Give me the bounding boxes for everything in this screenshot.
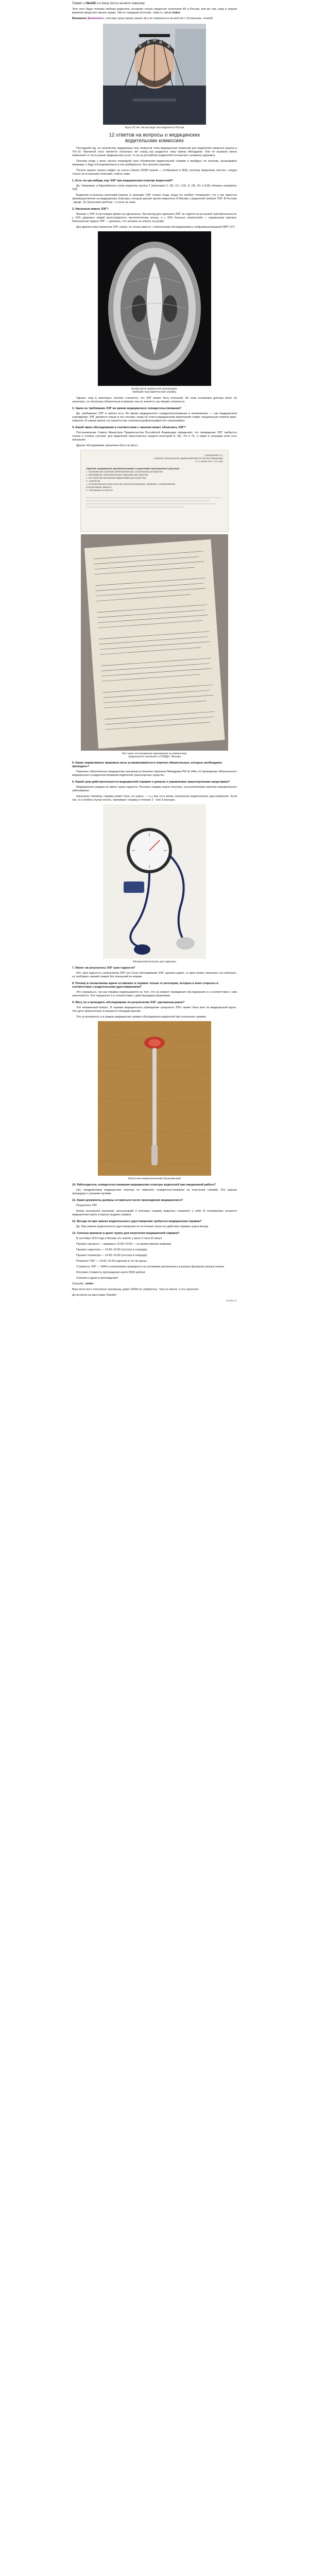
question-13-text-2: Стоимость ЭЭГ — 3940 в поликлинике проводятся на основании расписания и в разных филиалах разных клиник. (76, 1265, 225, 1268)
question-4-text-1: Постановление Совета Министров Правительства Российской Федерации определяет, что проведение ЭЭГ требуется только в особых случаях: для водителей транспортных средств категорий D, DE, Tm и Tb, а также в ситуации если есть показания. (72, 431, 237, 442)
tonometer-caption: Аппаратный контроль для здоровья (133, 960, 176, 963)
eeg-scan-image (98, 231, 211, 386)
ending-line-1: Ваш мото-пост получился огромным, даже 10000 не набралось. Тем не менее, я его закончил. (72, 1288, 200, 1291)
schedule-item: Прошёл окулиста — примерно 12:00–14:00 — на прием пришёл вовремя; (76, 1243, 172, 1246)
question-11-title: 11. Какие документы должны оставаться после прохождения медицинского? (72, 1199, 183, 1202)
intro-paragraph: Этот пост будет полезен любому водителю, которому только предстоит получение ВУ в России, или же тем, кому в скором времени предстоит менять права. Уже по традиции источник - byke.ru, автор siskin. (72, 8, 237, 14)
question-10-title: 10. Работодатель освидетельствования медицинские осмотры водителей при ежедневной работе? (72, 1183, 216, 1187)
question-8-title: 8. Почему в поликлинике врачи оставляют в справке только те категории, которые в моих открыты в соответствии с водительским удостоверением? (72, 982, 218, 989)
man-with-electrodes-image (103, 24, 206, 125)
paragraph-1: Последний год, по количеству задаваемых мне вопросов тема медицинских комиссий для водителей уверенно вышла в Топ-10. Причиной этого является несколько лет назад как раздается тему приказ Минздрава. Они не вызвали явное изменение то ли на рынке медицинских услуг, то ли на российских водителей отношения к экзамену здоровья. (72, 147, 237, 157)
question-6-text-2: Насколько человеку справка может быть не нужна, — а у вас есть вновь полученное водительское удостоверение. Если так, то в любом случае понять, принимает справку в течение 2 - или 3 месяцев. (72, 795, 237, 802)
question-13-text-4: Успехов и удачи в прохождении! (76, 1277, 118, 1280)
question-5-text: Перечень обязательных медицинских анализов установлен приказом Минздрава РФ № 344н «О проведении обязательного медицинского освидетельствования водителей транспортных средств». (72, 770, 237, 777)
tonometer-image (103, 804, 206, 959)
question-2-text-1: Мнение о ЭЭГ в настоящее время не однозначно. Как метод для скрининга ЭЭГ не годится из-за низкой чувствительности: у 10% здоровых людей регистрируются патологические волны, а у 20% больных эпилепсией — нормальная картина. Изначальная задача ЭЭГ — доказать, что человек не опасен за рулём. (72, 213, 237, 223)
reflex-hammer-photo (98, 1021, 211, 1176)
question-12-text: Да. При замене водительского удостоверения по истечении срока его действия справка нужна всегда. (76, 1225, 209, 1228)
medical-form-photo (81, 534, 228, 751)
tomograph-caption: Альфа-ритм правильной организации, приведён под водительскую справку. (131, 387, 178, 394)
question-2-text-2: Для диагностики эпилепсии ЭЭГ нужна, но только вместе с клиническим обследованием и нейровизуализацией (МРТ, КТ). (76, 226, 235, 229)
source-author[interactable]: siskin (172, 11, 180, 14)
hammer-caption: Молоточек неврологический обыкновенный (128, 1177, 181, 1180)
question-13-text-1: В сентябре 2013 года в Москве это заняло у меня 3 часа 30 минут. (76, 1237, 163, 1240)
question-7-text: Нет, срок годности у результатов ЭЭГ нет. Если обследование ЭЭГ сделано давно, то врач может назначить его повторно, но требовать свежий снимок без показаний не вправе. (72, 972, 237, 978)
question-13-text-3: Итоговая стоимость прохождения около 5000 рублей. (76, 1271, 146, 1274)
question-6-text-1: Медицинская справка не имеет срока годности. Поэтому справку нужно получить, за исключением наличия определённого заболевания. (72, 786, 237, 792)
question-7-title: 7. Имеет ли результаты ЭЭГ срок годности? (72, 967, 135, 970)
hero-caption: Иуа в 35 лет так выглядят все водители в России (125, 126, 184, 129)
ending-line-2: До встречи на просторах Пикабу! (72, 1294, 117, 1297)
question-12-title: 12. Всегда ли при замене водительского удостоверения требуется медицинская справка? (72, 1220, 202, 1223)
question-11-text-1: Результаты ЭЭГ. (76, 1204, 98, 1207)
doc2-caption: Вот такое постановление приложение на компьютере предлагается заполнить в ГИБДД г. Москвы (122, 752, 187, 758)
question-4-title: 4. Какой закон обследования в соответствии с законом может объяснить ЭЭГ? (72, 426, 186, 429)
question-6-title: 6. Какой срок действительности медицинской справки о допуске к управлению транспортными средствами? (72, 781, 230, 784)
author-nick[interactable]: NoAiD (86, 2, 96, 5)
paragraph-3: Полное звание скорее пойдёт на статья (объем 22000 знаков — отображено в ЖЖ), поэтому предлагаю листать, следуя только за основными тезисами, ответы ниже. (72, 169, 237, 176)
question-10-text: Нет, предрейсовые медицинские осмотры не заменяют освидетельствование на получение справки. Это разные процедуры с разными целями. (72, 1189, 237, 1195)
schedule-item: Прошёл нарколога — 14:00–14:30 (отстоял в очереди); (76, 1248, 148, 1251)
article-title: 12 ответов на вопросы о медицинских водительских комиссиях (109, 132, 200, 144)
question-5-title: 5. Какие нормативные правовые акты устанавливаются в перечне обязательных, которые необходимы проходить? (72, 761, 222, 768)
question-3-text: Да, требование ЭЭГ в законе есть. Во время медицинского освидетельствования в поликлинике, — как медицинском учреждении, ЭЭГ делается только в тех случаях, когда об этом в медицинском заключении ставит специальную отметку врач-невролог. В самом законе это пишется как «электроэнцефалография (по показаниям)». (72, 412, 237, 422)
ending-block (72, 1282, 237, 1297)
intro-attention: Внимание! Длиннопост, поэтому сразу прошу нажать ⊖ и не отвлекаться на мой пост. Остальным - инжой) (72, 17, 213, 20)
document-scan-1: Приложение № 1 к приказу Министерства здравоохранения Российской Федерации от 15 июня 2015 г. № 344н Перечень медицинских противопоказаний к управлению транспортным средством 1. Органические, включая симптоматические, психические расстройства 2. Шизофрения, шизотипические и бредовые расстройства 3. Расстройства настроения (аффективные расстройства) 4. Эпилепсия 5. Психические расстройства и расстройства поведения, связанные с употреблением психоактивных веществ 6. Умственная отсталость (80, 450, 229, 532)
paragraph-2: Поэтому когда у меня настал очередной срок обновления водительской справки я пройдусь по пунктам, касающимся проверки, и буду последовательно в них разбираться, без лишнего разлива. (72, 160, 237, 166)
question-1-title: 1. Есть ли где-нибудь еще ЭЭГ при медицинском осмотре водителей? (72, 179, 173, 182)
question-8-text: Это нормально, так как справка подписывается из того, что на момент проведения обследования и в соответствии с ним заполняются. Это нормально и в соответствии с действующими правилами. (72, 991, 237, 997)
hammer-image (98, 1021, 211, 1176)
question-9-text-2: Это установленно и в рамках медицинских правил обследования водителей при получении справки. (76, 1015, 207, 1019)
thanks-author[interactable]: siskin (85, 1282, 94, 1285)
intro-greeting: Привет, я NoAiD и я пишу посты на мото-тематику. (72, 2, 145, 5)
minus-icon: ⊖ (144, 17, 147, 20)
hero-photo (103, 24, 206, 125)
question-4-text-2: Другие обследования назначены быть не могут. (76, 444, 139, 447)
schedule-item: Результат ЭЭГ — 15:00–15:30 (сделали в тот же день); (76, 1260, 147, 1263)
question-2-text-3: Однако, еще в некоторых случаях считается, что ЭЭГ может быть полезной. На этом основании доктора могут её назначать, но поскольку обязательна в приказе она не значится, вы вправе отказаться. (72, 397, 237, 403)
question-13-title: 13. Сколько времени и денег нужно для получения медицинской справки? (72, 1232, 180, 1235)
document-scan-2 (81, 534, 228, 751)
question-9-text-1: Это неизменный вопрос. В справке медицинского учреждения «результат ЭЭГ» может быть взят из медицинской карты. Это дело практическое и решается лечащим врачом. (72, 1006, 237, 1013)
scan-lines-decoration (81, 496, 228, 511)
question-3-title: 3. Закон не требование ЭЭГ во время медицинского освидетельствования? (72, 407, 182, 410)
question-2-title: 2. Насколько важно ЭЭГ? (72, 208, 109, 211)
question-1-text-1: Да. Например, в Европейском союзе водители группы 2 (категории C, CE, C1, C1E, D, DE, D1 и D1E) обязаны проверять ЭЭГ. (72, 184, 237, 191)
question-11-text-2: Копии нескольких анализов, консультаций и итоговую справку водитель сохраняет у себя. В поликлинике остаются медицинская карта и журнал выдачи справок. (72, 1210, 237, 1216)
tomograph-image (98, 231, 211, 386)
thanks-line: Спасибо, siskin (72, 1282, 94, 1285)
question-1-text-2: Водители остальных категорий (группа 1) проходят ЭЭГ только тогда, когда это требует специалист, что у нас известно преимущественно на медицинских осмотрах, которые делают врачи-неврологи. В Москве с водителей требуют ЭЭГ. В Ростове - вроде. За Уральским хребтом - я точно не знаю. (72, 194, 237, 204)
tonometer-photo (103, 804, 206, 959)
question-9-title: 9. Могу ли я проходить обследование по результатам ЭЭГ, сделанным ранее? (72, 1001, 185, 1004)
watermark: pikabu.ru (226, 1299, 237, 1302)
post-body (72, 0, 237, 1303)
schedule-item: Прошёл психиатра — 14:30–15:00 (отстоял в очереди); (76, 1254, 148, 1257)
